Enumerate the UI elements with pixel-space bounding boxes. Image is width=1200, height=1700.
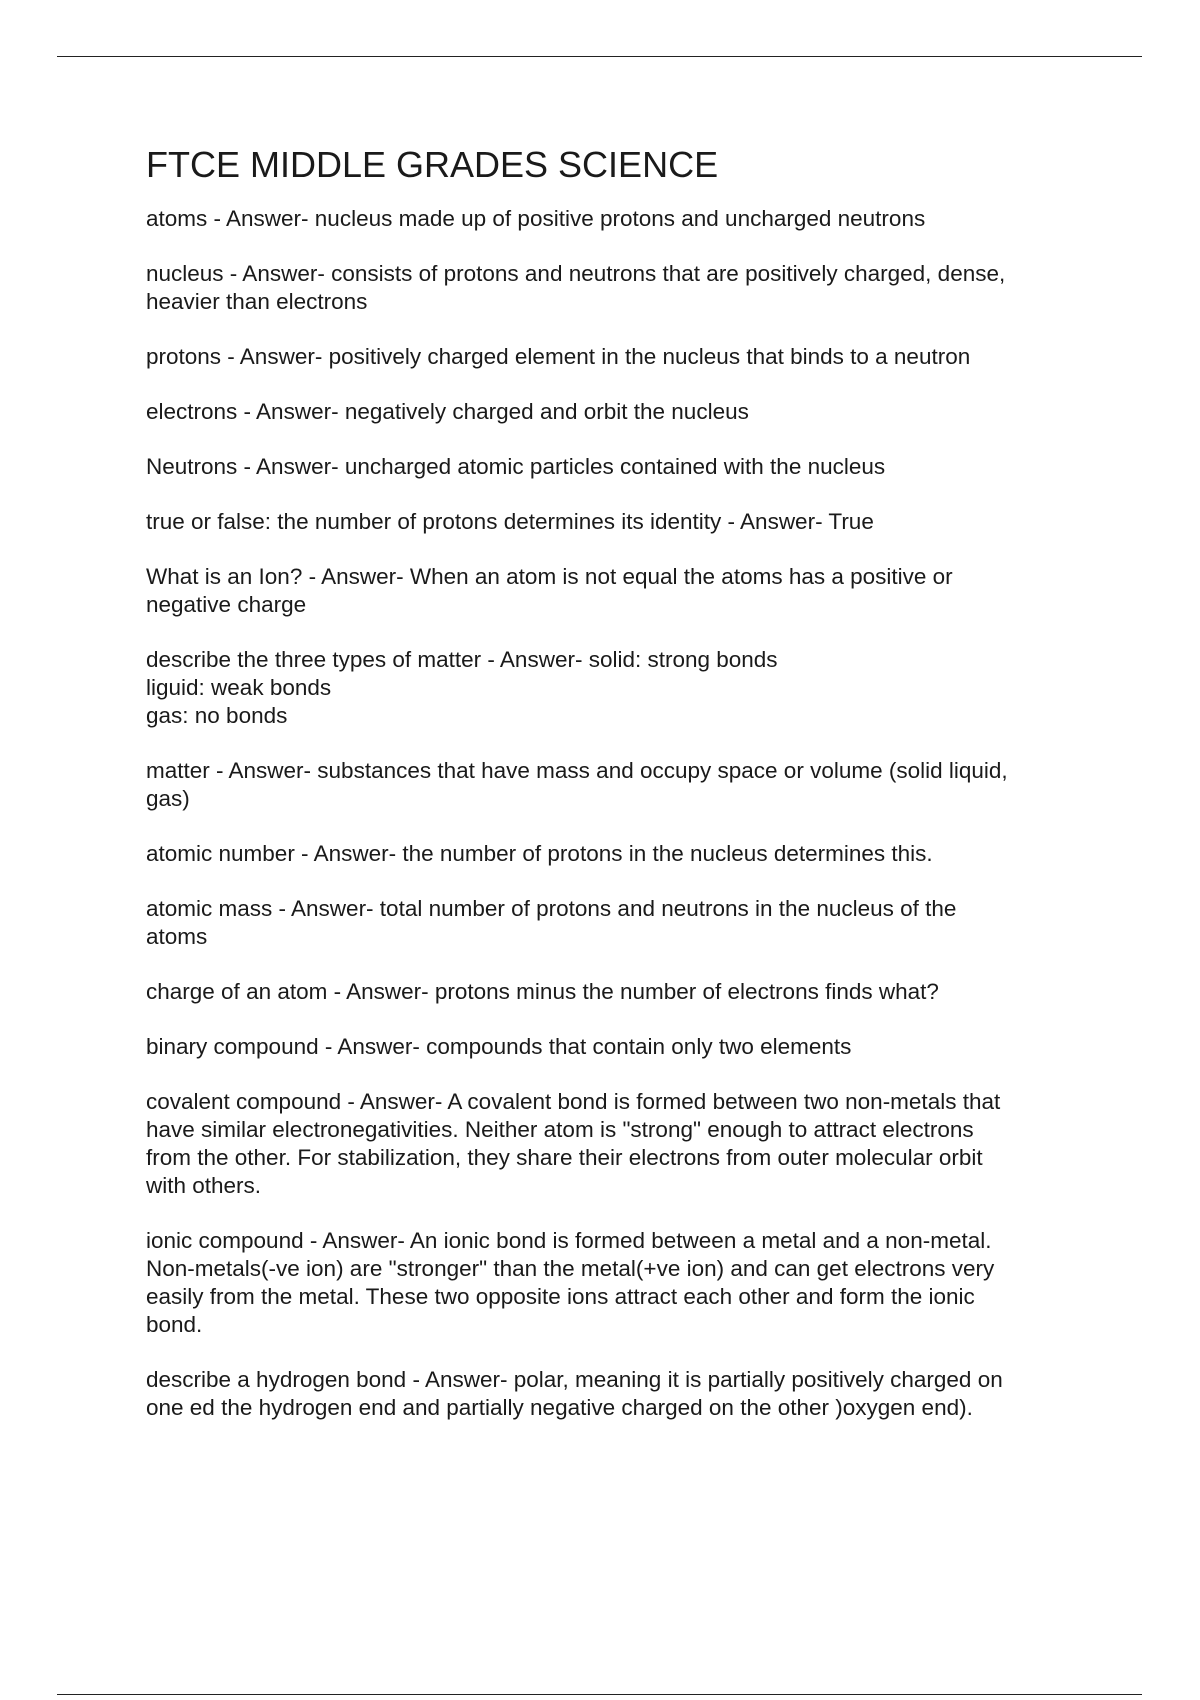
qa-item-binary-compound: binary compound - Answer- compounds that contain only two elements [146, 1034, 852, 1059]
qa-item-true-false: true or false: the number of protons determines its identity - Answer- True [146, 509, 874, 534]
qa-item-atomic-number: atomic number - Answer- the number of protons in the nucleus determines this. [146, 841, 933, 866]
qa-item-atomic-mass: atomic mass - Answer- total number of protons and neutrons in the nucleus of the atoms [146, 896, 957, 949]
top-divider [57, 56, 1142, 57]
qa-item-ion: What is an Ion? - Answer- When an atom is not equal the atoms has a positive or negative charge [146, 564, 953, 617]
qa-item-matter: matter - Answer- substances that have mass and occupy space or volume (solid liquid, gas) [146, 758, 1008, 811]
qa-item-hydrogen-bond: describe a hydrogen bond - Answer- polar, meaning it is partially positively charged on one ed the hydrogen end and partially negative charged on the other )oxygen end). [146, 1367, 1003, 1420]
qa-item-protons: protons - Answer- positively charged element in the nucleus that binds to a neutron [146, 344, 971, 369]
qa-list [146, 205, 1086, 1422]
qa-item-electrons: electrons - Answer- negatively charged and orbit the nucleus [146, 399, 749, 424]
page-title: FTCE MIDDLE GRADES SCIENCE [146, 144, 719, 185]
qa-item-neutrons: Neutrons - Answer- uncharged atomic particles contained with the nucleus [146, 454, 886, 479]
qa-item-nucleus: nucleus - Answer- consists of protons and neutrons that are positively charged, dense, heavier than electrons [146, 261, 1006, 314]
qa-item-covalent-compound: covalent compound - Answer- A covalent bond is formed between two non-metals that have similar electronegativities. Neither atom is "strong" enough to attract electrons from the other. For stabilization, they share their electrons from outer molecular orbit with others. [146, 1089, 1001, 1198]
document-body [146, 141, 1086, 1449]
bottom-divider [57, 1694, 1142, 1695]
qa-item-charge-of-atom: charge of an atom - Answer- protons minus the number of electrons finds what? [146, 979, 939, 1004]
qa-item-ionic-compound: ionic compound - Answer- An ionic bond is formed between a metal and a non-metal. Non-metals(-ve ion) are "stronger" than the metal(+ve ion) and can get electrons very easily from the metal. These two opposite ions attract each other and form the ionic bond. [146, 1228, 995, 1337]
qa-item-atoms: atoms - Answer- nucleus made up of positive protons and uncharged neutrons [146, 206, 926, 231]
qa-item-types-of-matter: describe the three types of matter - Answer- solid: strong bonds liguid: weak bonds gas: no bonds [146, 647, 778, 728]
